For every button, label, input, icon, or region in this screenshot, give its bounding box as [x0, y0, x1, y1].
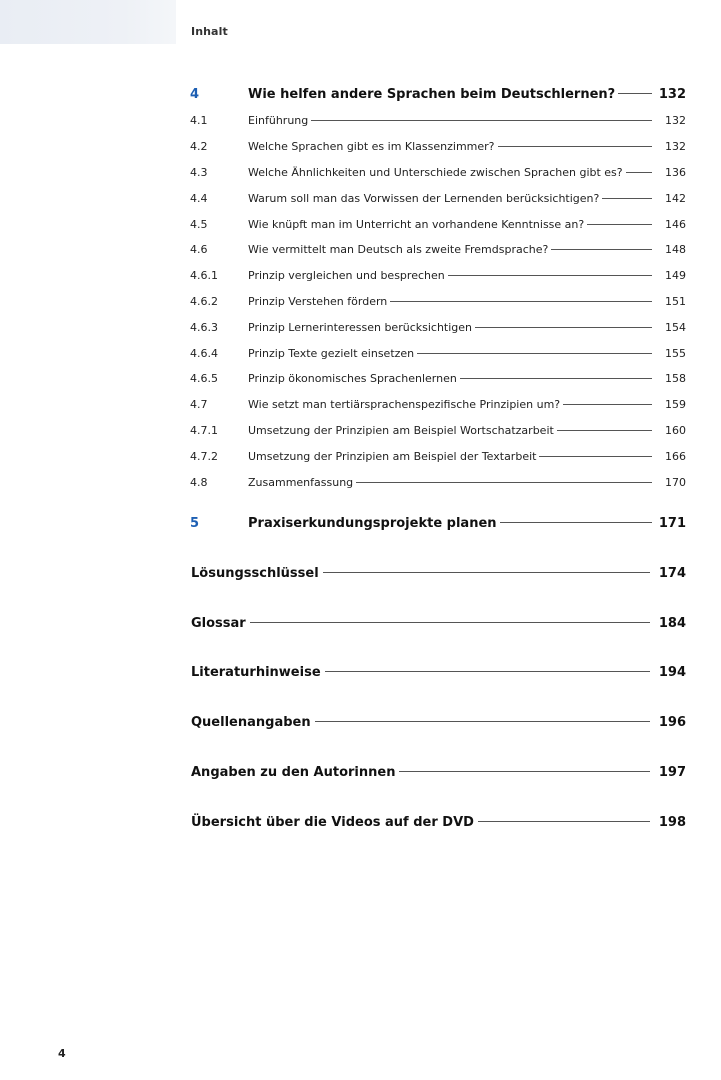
item-number: 4.6.1 [190, 269, 218, 282]
dot-leader [390, 301, 652, 302]
section-page: 198 [658, 815, 686, 830]
dot-leader [626, 172, 652, 173]
toc-section-autorinnen[interactable] [191, 765, 686, 785]
chapter-number: 5 [190, 516, 200, 531]
toc-chapter-4[interactable] [190, 87, 686, 105]
item-title: Umsetzung der Prinzipien am Beispiel Wortschatzarbeit [248, 424, 554, 437]
item-page: 136 [665, 166, 686, 179]
item-title: Wie setzt man tertiärsprachenspezifische Prinzipien um? [248, 398, 561, 411]
dot-leader [250, 622, 650, 623]
dot-leader [498, 146, 652, 147]
dot-leader [478, 821, 650, 822]
item-title: Welche Ähnlichkeiten und Unterschiede zwischen Sprachen gibt es? [248, 166, 623, 179]
item-number: 4.7.1 [190, 424, 218, 437]
dot-leader [539, 456, 652, 457]
dot-leader [325, 671, 650, 672]
page-number: 4 [58, 1047, 66, 1060]
item-page: 132 [665, 140, 686, 153]
item-page: 158 [665, 372, 686, 385]
toc-section-glossar[interactable] [191, 616, 686, 636]
item-number: 4.6.3 [190, 321, 218, 334]
item-title: Prinzip ökonomisches Sprachenlernen [248, 372, 457, 385]
item-number: 4.3 [190, 166, 208, 179]
item-number: 4.8 [190, 476, 208, 489]
item-number: 4.7.2 [190, 450, 218, 463]
item-page: 148 [665, 243, 686, 256]
item-page: 160 [665, 424, 686, 437]
item-page: 151 [665, 295, 686, 308]
dot-leader [460, 378, 652, 379]
dot-leader [311, 120, 652, 121]
section-title: Übersicht über die Videos auf der DVD [191, 815, 474, 830]
item-page: 154 [665, 321, 686, 334]
section-page: 174 [658, 566, 686, 581]
item-title: Umsetzung der Prinzipien am Beispiel der Textarbeit [248, 450, 537, 463]
toc-section-loesungsschluessel[interactable] [191, 566, 686, 586]
toc-item-4-7-1[interactable] [190, 424, 686, 442]
toc-item-4-7[interactable] [190, 398, 686, 416]
toc-item-4-6-1[interactable] [190, 269, 686, 287]
item-title: Einführung [248, 114, 309, 127]
chapter-page: 132 [658, 87, 686, 102]
dot-leader [602, 198, 652, 199]
dot-leader [448, 275, 652, 276]
section-page: 194 [658, 665, 686, 680]
dot-leader [356, 482, 652, 483]
chapter-title: Wie helfen andere Sprachen beim Deutschlernen? [248, 87, 616, 102]
item-page: 170 [665, 476, 686, 489]
item-number: 4.6.5 [190, 372, 218, 385]
section-page: 184 [658, 616, 686, 631]
toc-item-4-7-2[interactable] [190, 450, 686, 468]
section-title: Angaben zu den Autorinnen [191, 765, 396, 780]
section-title: Glossar [191, 616, 246, 631]
dot-leader [551, 249, 652, 250]
toc-item-4-8[interactable] [190, 476, 686, 494]
dot-leader [399, 771, 650, 772]
item-number: 4.1 [190, 114, 208, 127]
dot-leader [500, 522, 652, 523]
toc-item-4-5[interactable] [190, 218, 686, 236]
chapter-title: Praxiserkundungsprojekte planen [248, 516, 497, 531]
item-number: 4.6 [190, 243, 208, 256]
dot-leader [475, 327, 652, 328]
item-title: Prinzip Verstehen fördern [248, 295, 388, 308]
section-page: 196 [658, 715, 686, 730]
section-title: Quellenangaben [191, 715, 311, 730]
toc-item-4-6-3[interactable] [190, 321, 686, 339]
header-band [0, 0, 176, 44]
item-title: Welche Sprachen gibt es im Klassenzimmer? [248, 140, 495, 153]
item-title: Warum soll man das Vorwissen der Lernenden berücksichtigen? [248, 192, 600, 205]
item-number: 4.7 [190, 398, 208, 411]
section-page: 197 [658, 765, 686, 780]
toc-item-4-6[interactable] [190, 243, 686, 261]
toc-item-4-1[interactable] [190, 114, 686, 132]
dot-leader [563, 404, 652, 405]
item-page: 159 [665, 398, 686, 411]
chapter-page: 171 [658, 516, 686, 531]
item-title: Prinzip Lernerinteressen berücksichtigen [248, 321, 473, 334]
toc-item-4-4[interactable] [190, 192, 686, 210]
dot-leader [618, 93, 652, 94]
toc-item-4-3[interactable] [190, 166, 686, 184]
item-number: 4.6.2 [190, 295, 218, 308]
item-title: Prinzip vergleichen und besprechen [248, 269, 445, 282]
toc-chapter-5[interactable] [190, 516, 686, 534]
item-page: 166 [665, 450, 686, 463]
toc-section-videos-dvd[interactable] [191, 815, 686, 835]
toc-item-4-6-5[interactable] [190, 372, 686, 390]
dot-leader [587, 224, 652, 225]
section-title: Literaturhinweise [191, 665, 321, 680]
item-page: 149 [665, 269, 686, 282]
section-title: Lösungsschlüssel [191, 566, 319, 581]
item-title: Wie vermittelt man Deutsch als zweite Fremdsprache? [248, 243, 549, 256]
item-number: 4.5 [190, 218, 208, 231]
dot-leader [557, 430, 652, 431]
chapter-number: 4 [190, 87, 200, 102]
toc-section-quellenangaben[interactable] [191, 715, 686, 735]
dot-leader [315, 721, 650, 722]
item-title: Wie knüpft man im Unterricht an vorhandene Kenntnisse an? [248, 218, 585, 231]
dot-leader [323, 572, 650, 573]
toc-item-4-6-4[interactable] [190, 347, 686, 365]
item-page: 142 [665, 192, 686, 205]
dot-leader [417, 353, 652, 354]
item-number: 4.2 [190, 140, 208, 153]
toc-item-4-2[interactable] [190, 140, 686, 158]
item-title: Zusammenfassung [248, 476, 354, 489]
item-number: 4.6.4 [190, 347, 218, 360]
item-title: Prinzip Texte gezielt einsetzen [248, 347, 415, 360]
toc-item-4-6-2[interactable] [190, 295, 686, 313]
item-page: 132 [665, 114, 686, 127]
running-header: Inhalt [191, 25, 228, 38]
toc-section-literaturhinweise[interactable] [191, 665, 686, 685]
item-page: 146 [665, 218, 686, 231]
item-page: 155 [665, 347, 686, 360]
item-number: 4.4 [190, 192, 208, 205]
